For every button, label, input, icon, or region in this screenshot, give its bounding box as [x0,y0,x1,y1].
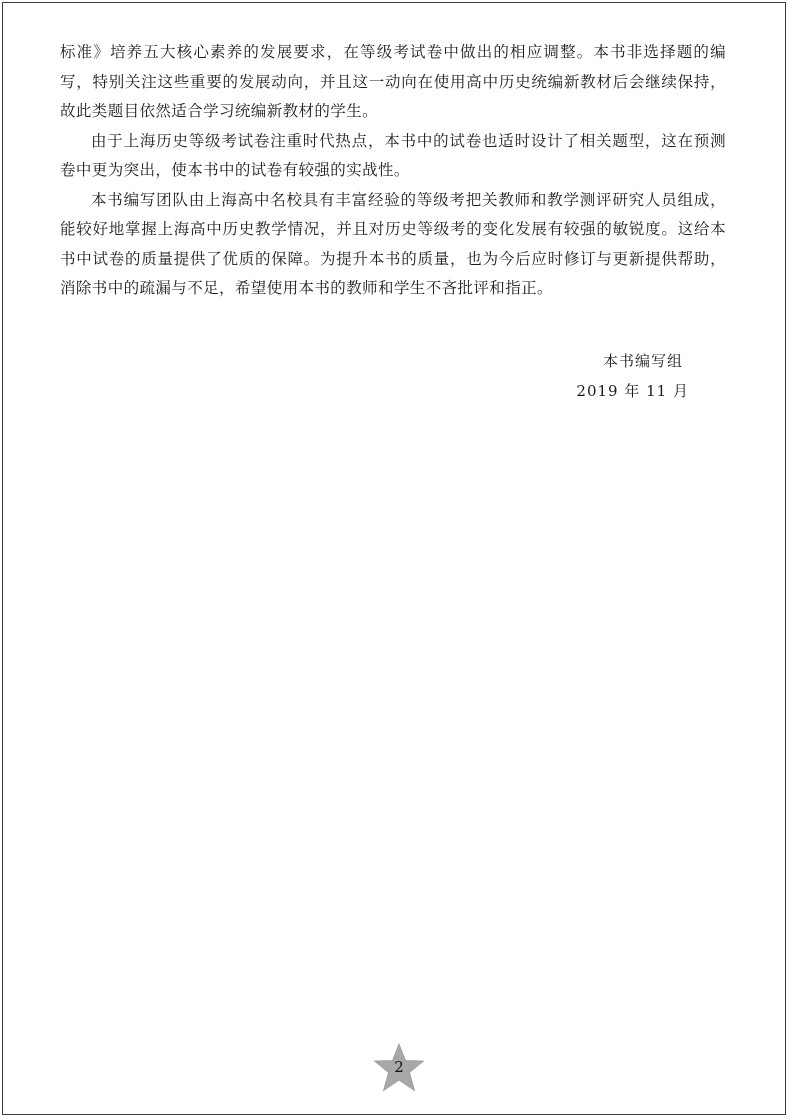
signature-block [576,346,689,406]
signature-author: 本书编写组 [602,352,683,370]
paragraph: 由于上海历史等级考试卷注重时代热点，本书中的试卷也适时设计了相关题型，这在预测卷中更为突出，使本书中的试卷有较强的实战性。 [60,131,726,179]
body-text [60,38,726,304]
document-page [2,2,786,1115]
page-number: 2 [394,1058,404,1076]
paragraph: 本书编写团队由上海高中名校具有丰富经验的等级考把关教师和教学测评研究人员组成，能较好地掌握上海高中历史教学情况，并且对历史等级考的变化发展有较强的敏锐度。这给本书中试卷的质量提供了优质的保障。为提升本书的质量，也为今后应时修订与更新提供帮助，消除书中的疏漏与不足，希望使用本书的教师和学生不吝批评和指正。 [60,190,726,297]
paragraph-continued: 标准》培养五大核心素养的发展要求，在等级考试卷中做出的相应调整。本书非选择题的编写，特别关注这些重要的发展动向，并且这一动向在使用高中历史统编新教材后会继续保持，故此类题目依然适合学习统编新教材的学生。 [60,43,726,120]
signature-date: 2019 年 11 月 [576,382,689,400]
